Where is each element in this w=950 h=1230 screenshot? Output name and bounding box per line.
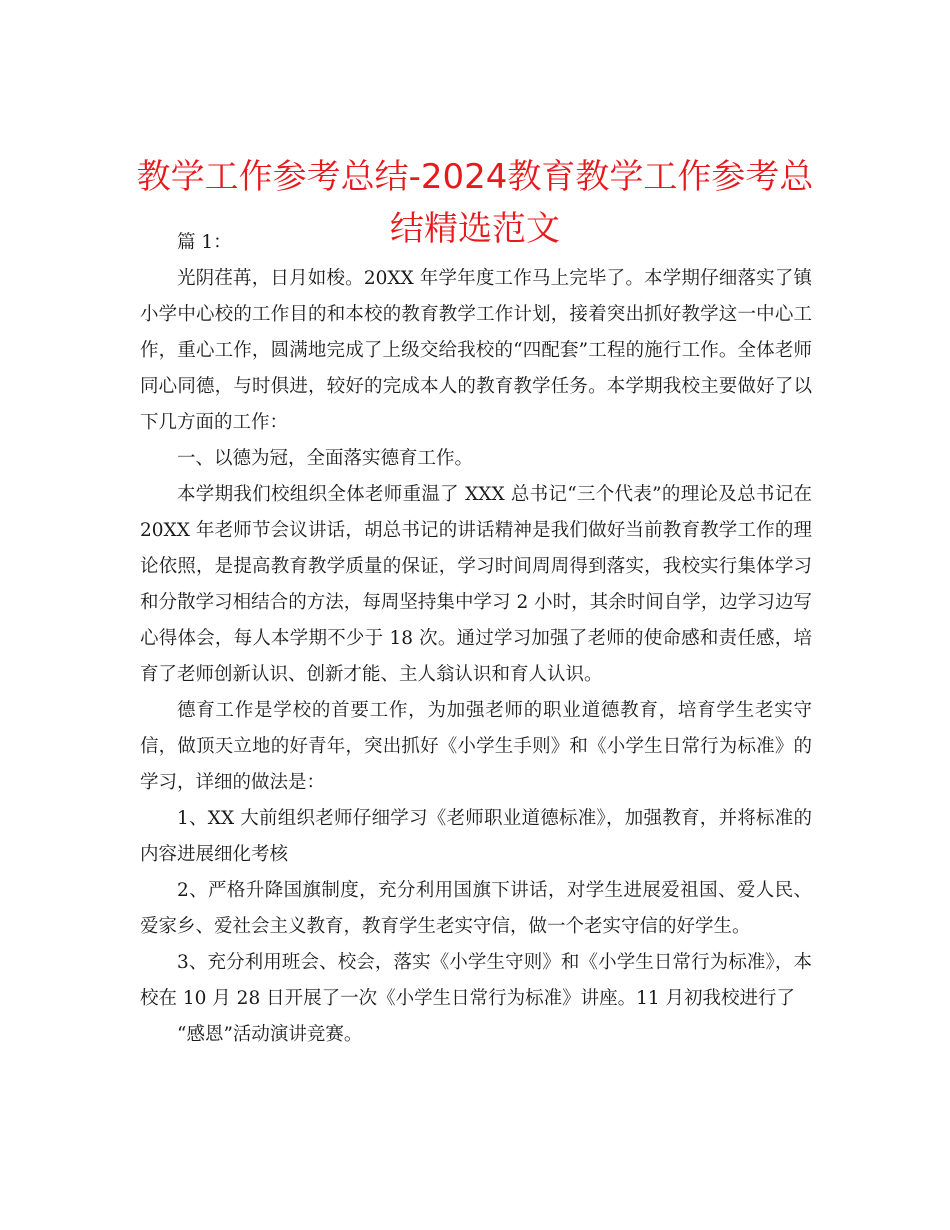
paragraph-item-3-continued: “感恩”活动演讲竞赛。 (177, 1024, 363, 1045)
paragraph-item-1: 1、XX 大前组织老师仔细学习《老师职业道德标准》，加强教育，并将标准的内容进展细化考核 (140, 808, 812, 865)
document-title: 教学工作参考总结-2024教育教学工作参考总结精选范文 (136, 156, 814, 249)
paragraph-item-3: 3、充分利用班会、校会，落实《小学生守则》和《小学生日常行为标准》，本校在 10 月 28 日开展了一次《小学生日常行为标准》讲座。11 月初我校进行了 (140, 952, 812, 1009)
paragraph-intro: 光阴荏苒，日月如梭。20XX 年学年度工作马上完毕了。本学期仔细落实了镇小学中心校的工作目的和本校的教育教学工作计划，接着突出抓好教学这一中心工作，重心工作，圆满地完成了上级交给我校的“四配套”工程的施行工作。全体老师同心同德，与时俱进，较好的完成本人的教育教学任务。本学期我校主要做好了以下几方面的工作： (140, 268, 812, 433)
paragraph-section-label: 篇 1： (177, 232, 232, 253)
paragraph-heading-moral: 一、以德为冠，全面落实德育工作。 (177, 448, 474, 469)
paragraph-item-2: 2、严格升降国旗制度，充分利用国旗下讲话，对学生进展爱祖国、爱人民、爱家乡、爱社会主义教育，教育学生老实守信，做一个老实守信的好学生。 (140, 880, 812, 937)
paragraph-moral-work: 德育工作是学校的首要工作，为加强老师的职业道德教育，培育学生老实守信，做顶天立地的好青年，突出抓好《小学生手则》和《小学生日常行为标准》的学习，详细的做法是： (140, 700, 812, 793)
paragraph-study: 本学期我们校组织全体老师重温了 XXX 总书记“三个代表”的理论及总书记在 20XX 年老师节会议讲话，胡总书记的讲话精神是我们做好当前教育教学工作的理论依照，是提高教育教学质量的保证，学习时间周周得到落实，我校实行集体学习和分散学习相结合的方法，每周坚持集中学习 2 小时，其余时间自学，边学习边写心得体会，每人本学期不少于 18 次。通过学习加强了老师的使命感和责任感，培育了老师创新认识、创新才能、主人翁认识和育人认识。 (140, 484, 812, 685)
document-body (140, 225, 812, 1053)
